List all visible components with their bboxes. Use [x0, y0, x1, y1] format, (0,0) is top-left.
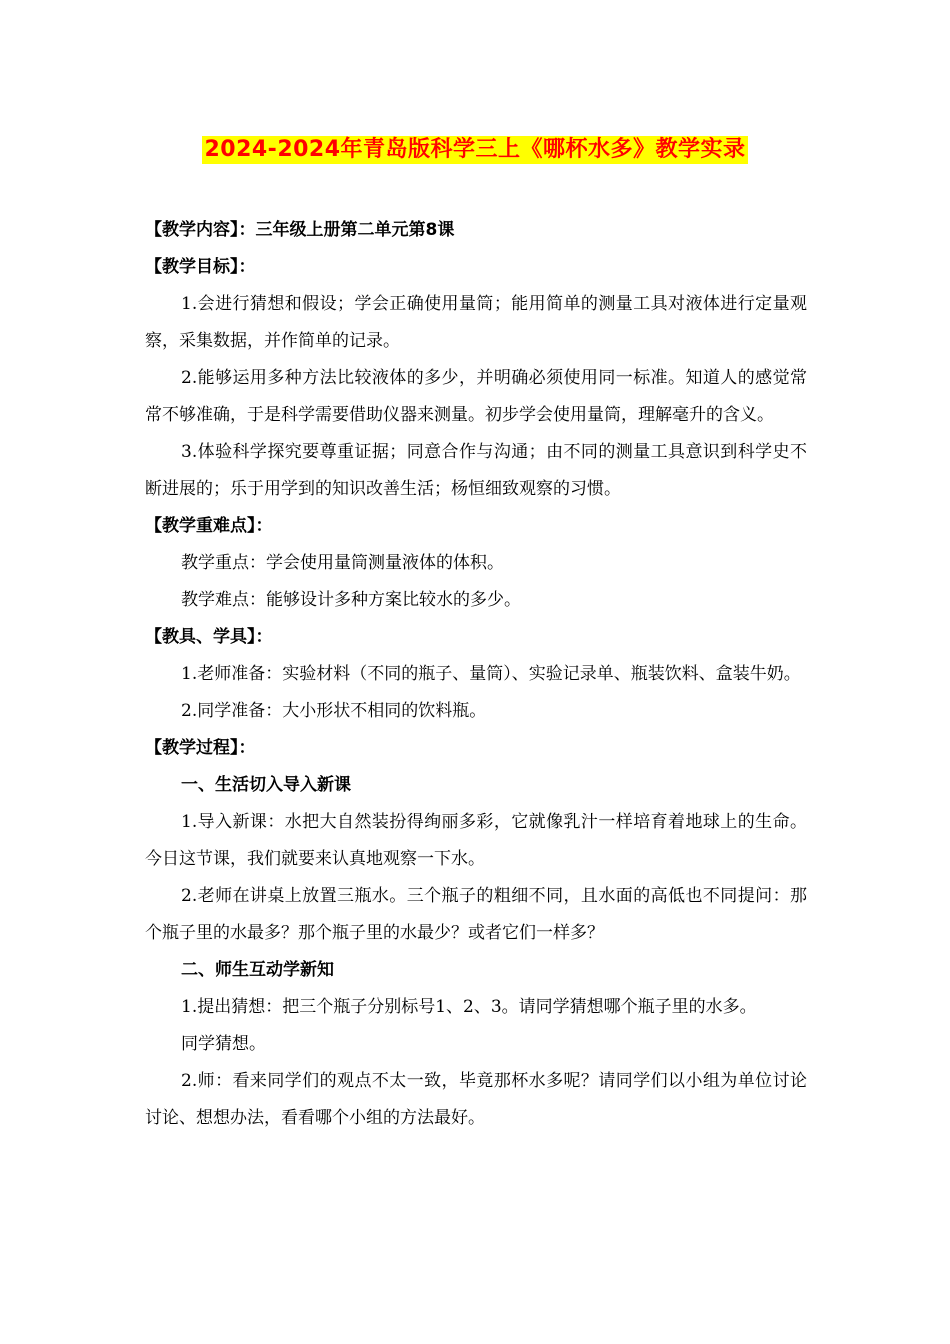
section-2-heading: 二、师生互动学新知 [181, 960, 334, 980]
section-2-paragraph-1: 1.提出猜想：把三个瓶子分别标号1、2、3。请同学猜想哪个瓶子里的水多。 [181, 997, 757, 1017]
document-body [145, 212, 807, 1137]
goal-2: 2.能够运用多种方法比较液体的多少，并明确必须使用同一标准。知道人的感觉常常不够准确，于是科学需要借助仪器来测量。初步学会使用量筒，理解毫升的含义。 [145, 368, 807, 425]
difficult-point: 教学难点：能够设计多种方案比较水的多少。 [181, 590, 521, 610]
keypoints-heading: 【教学重难点】： [145, 516, 273, 536]
tool-2: 2.同学准备：大小形状不相同的饮料瓶。 [181, 701, 487, 721]
document-title: 2024-2024年青岛版科学三上《哪杯水多》教学实录 [204, 137, 746, 162]
goal-1: 1.会进行猜想和假设；学会正确使用量筒；能用简单的测量工具对液体进行定量观察，采集数据，并作简单的记录。 [145, 294, 807, 351]
goals-heading: 【教学目标】： [145, 257, 256, 277]
tools-heading: 【教具、学具】： [145, 627, 273, 647]
title-container [0, 136, 950, 164]
section-1-paragraph-2: 2.老师在讲桌上放置三瓶水。三个瓶子的粗细不同，且水面的高低也不同提问：那个瓶子里的水最多？那个瓶子里的水最少？或者它们一样多？ [145, 886, 807, 943]
key-point: 教学重点：学会使用量筒测量液体的体积。 [181, 553, 504, 573]
content-line [145, 212, 807, 249]
tool-1: 1.老师准备：实验材料（不同的瓶子、量筒）、实验记录单、瓶装饮料、盒装牛奶。 [181, 664, 801, 684]
content-heading: 【教学内容】： [145, 220, 256, 240]
section-2-paragraph-2: 同学猜想。 [181, 1034, 266, 1054]
section-2-paragraph-3: 2.师：看来同学们的观点不太一致，毕竟那杯水多呢？请同学们以小组为单位讨论讨论、想想办法，看看哪个小组的方法最好。 [145, 1071, 807, 1128]
content-value: 三年级上册第二单元第8课 [255, 220, 455, 240]
process-heading: 【教学过程】： [145, 738, 256, 758]
section-1-paragraph-1: 1.导入新课：水把大自然装扮得绚丽多彩，它就像乳汁一样培育着地球上的生命。今日这节课，我们就要来认真地观察一下水。 [145, 812, 807, 869]
section-1-heading: 一、生活切入导入新课 [181, 775, 351, 795]
goal-3: 3.体验科学探究要尊重证据；同意合作与沟通；由不同的测量工具意识到科学史不断进展的；乐于用学到的知识改善生活；杨恒细致观察的习惯。 [145, 442, 807, 499]
